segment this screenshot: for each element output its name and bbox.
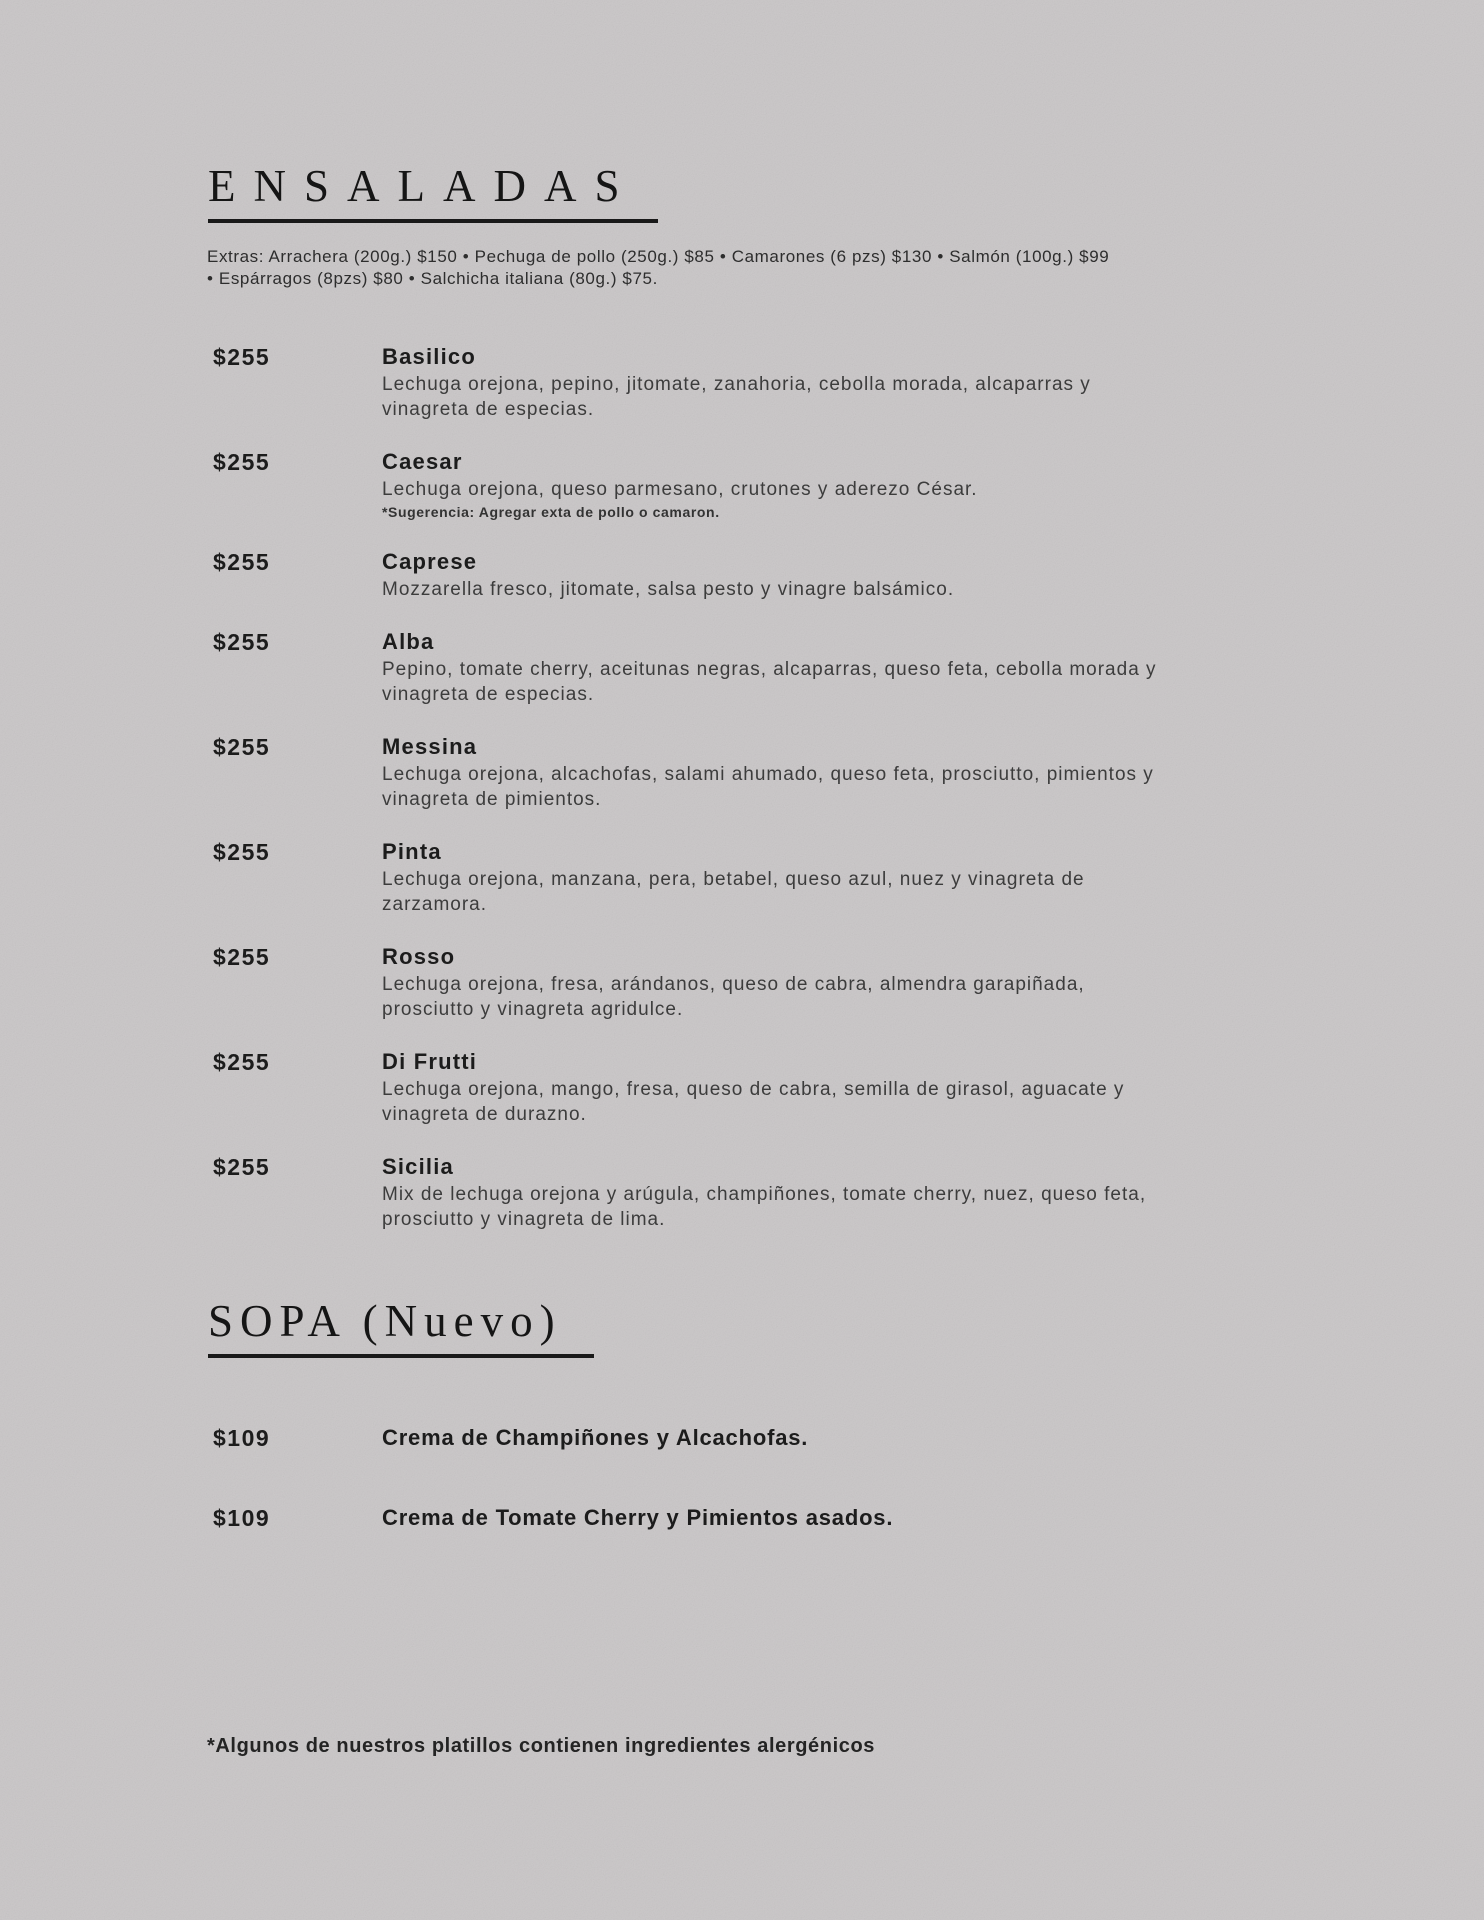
menu-item-basilico [213,343,1172,422]
item-price: $109 [213,1425,271,1451]
sopa-section-header [208,1298,594,1358]
item-description: Lechuga orejona, mango, fresa, queso de cabra, semilla de girasol, aguacate y vinagreta de durazno. [382,1079,1125,1125]
item-suggestion-note: *Sugerencia: Agregar exta de pollo o camaron. [382,504,720,520]
menu-item-alba [213,628,1172,707]
item-text [382,343,1172,422]
item-description: Mix de lechuga orejona y arúgula, champiñones, tomate cherry, nuez, queso feta, prosciutto y vinagreta de lima. [382,1184,1147,1230]
item-text [382,1048,1172,1127]
menu-item-messina [213,733,1172,812]
item-name: Pinta [382,839,442,864]
item-description: Lechuga orejona, alcachofas, salami ahumado, queso feta, prosciutto, pimientos y vinagreta de pimientos. [382,764,1154,810]
item-text [382,628,1172,707]
ensaladas-section-header [208,163,658,223]
sopa-section-title: SOPA (Nuevo) [208,1298,594,1358]
item-text [382,943,1172,1022]
item-name: Di Frutti [382,1049,478,1074]
item-price: $255 [213,944,271,970]
item-price: $255 [213,344,271,370]
menu-item-pinta [213,838,1172,917]
item-price: $255 [213,734,271,760]
item-description: Mozzarella fresco, jitomate, salsa pesto y vinagre balsámico. [382,579,955,600]
item-name: Crema de Tomate Cherry y Pimientos asados. [382,1505,894,1530]
menu-item-caprese [213,548,1172,602]
item-price: $255 [213,449,271,475]
item-description: Lechuga orejona, fresa, arándanos, queso de cabra, almendra garapiñada, prosciutto y vinagreta agridulce. [382,974,1085,1020]
extras-text [207,246,1109,290]
menu-item-crema-tomate [213,1504,893,1532]
item-price: $255 [213,839,271,865]
menu-item-crema-champinones [213,1424,893,1452]
ensaladas-item-list [213,343,1172,1258]
item-name: Caesar [382,449,463,474]
item-text [382,838,1172,917]
menu-item-caesar [213,448,1172,522]
item-name: Crema de Champiñones y Alcachofas. [382,1425,809,1450]
item-name: Alba [382,629,435,654]
menu-item-sicilia [213,1153,1172,1232]
item-name: Basilico [382,344,476,369]
item-name: Caprese [382,549,478,574]
item-description: Lechuga orejona, pepino, jitomate, zanahoria, cebolla morada, alcaparras y vinagreta de especias. [382,374,1091,420]
sopa-item-list [213,1424,893,1584]
extras-line-2: • Espárragos (8pzs) $80 • Salchicha italiana (80g.) $75. [207,269,658,288]
item-name: Messina [382,734,478,759]
item-text [382,1153,1172,1232]
item-name: Sicilia [382,1154,454,1179]
item-price: $255 [213,1049,271,1075]
ensaladas-section-title: ENSALADAS [208,163,658,223]
item-name: Rosso [382,944,456,969]
item-price: $109 [213,1505,271,1531]
menu-item-rosso [213,943,1172,1022]
item-price: $255 [213,629,271,655]
item-description: Lechuga orejona, manzana, pera, betabel, queso azul, nuez y vinagreta de zarzamora. [382,869,1085,915]
item-price: $255 [213,1154,271,1180]
menu-item-di-frutti [213,1048,1172,1127]
item-text [382,548,1172,602]
item-description: Pepino, tomate cherry, aceitunas negras, alcaparras, queso feta, cebolla morada y vinagreta de especias. [382,659,1157,705]
item-text [382,733,1172,812]
allergy-footnote: *Algunos de nuestros platillos contienen ingredientes alergénicos [207,1735,876,1757]
item-text [382,448,1172,522]
extras-line-1: Extras: Arrachera (200g.) $150 • Pechuga de pollo (250g.) $85 • Camarones (6 pzs) $130 • Salmón (100g.) $99 [207,247,1110,266]
item-description: Lechuga orejona, queso parmesano, crutones y aderezo César. [382,479,978,500]
item-price: $255 [213,549,271,575]
